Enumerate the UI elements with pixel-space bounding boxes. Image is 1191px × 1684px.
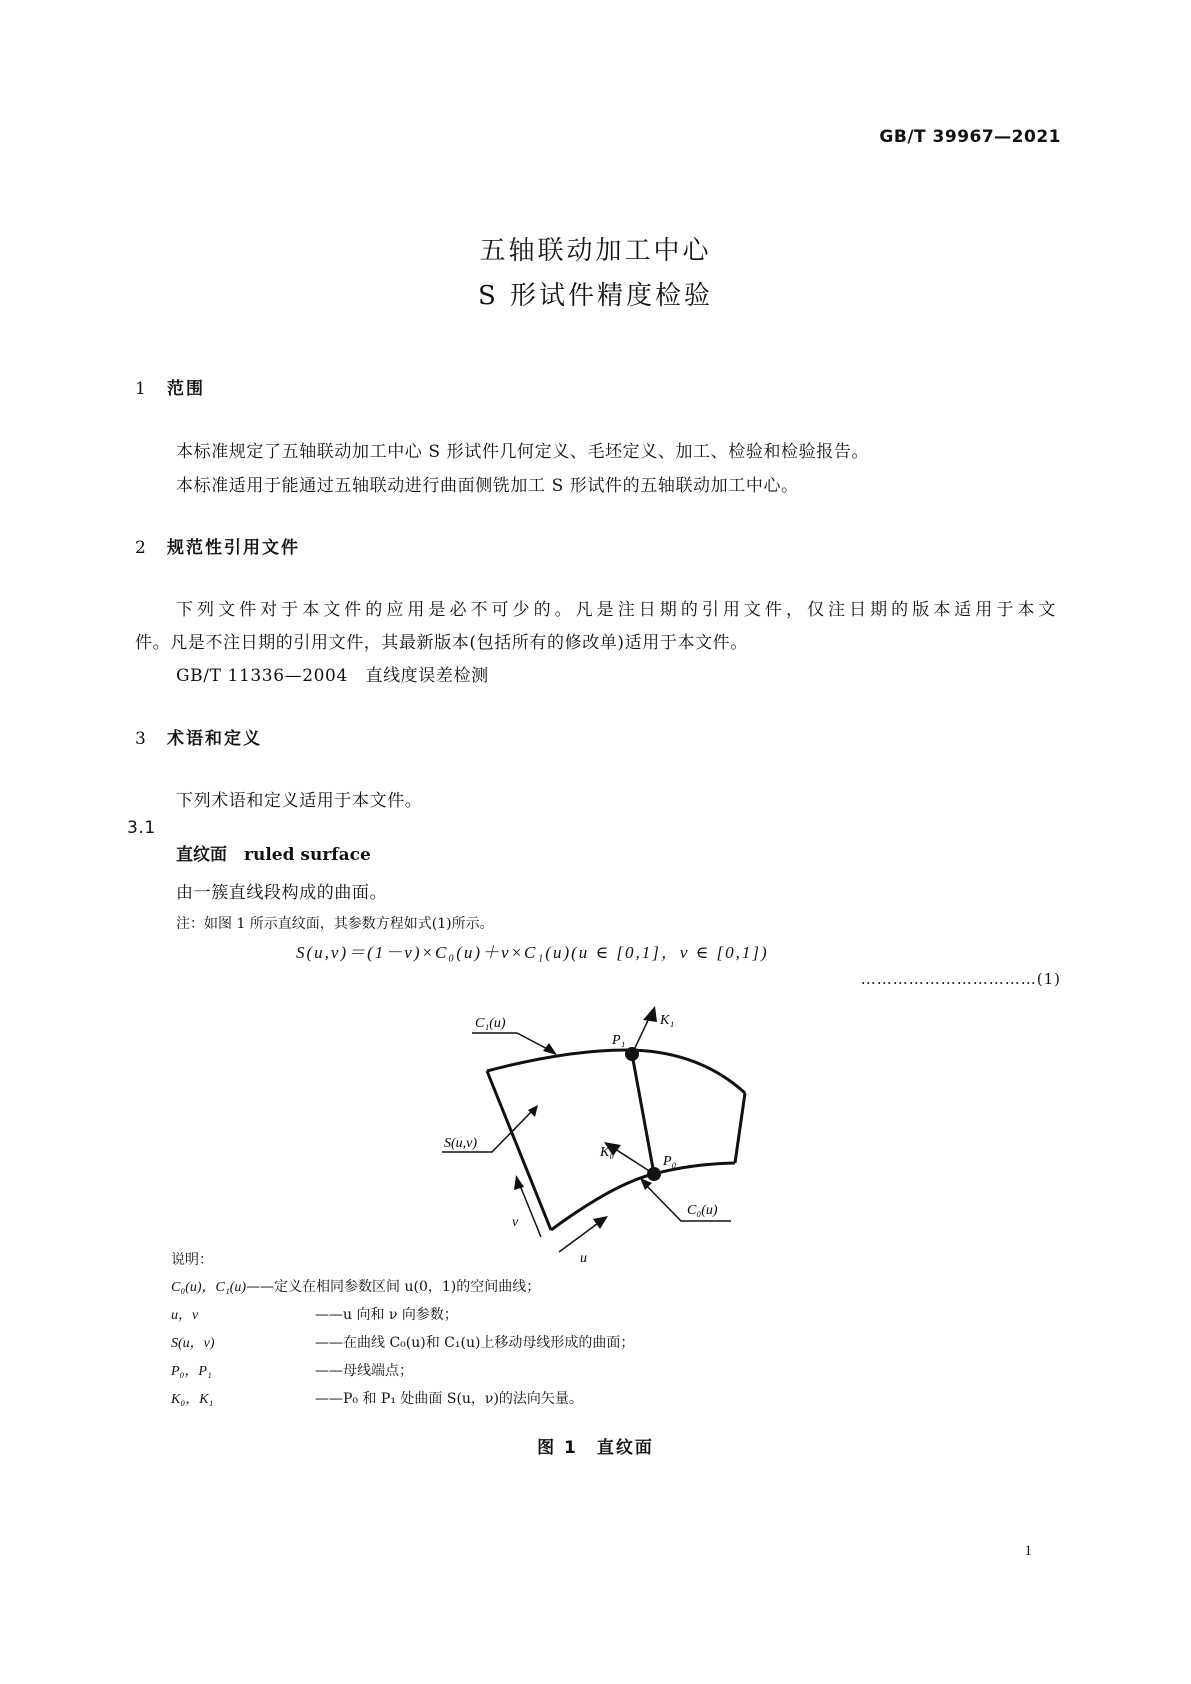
standard-number: GB/T 39967—2021: [879, 127, 1061, 147]
section-1-paragraph: 本标准适用于能通过五轴联动进行曲面侧铣加工 S 形试件的五轴联动加工中心。: [176, 476, 799, 496]
section-2-paragraph-line2: 件。凡是不注日期的引用文件，其最新版本(包括所有的修改单)适用于本文件。: [135, 633, 748, 653]
legend-description: ——母线端点；: [315, 1363, 413, 1379]
curve-c0: [551, 1163, 735, 1230]
legend-title: 说明：: [171, 1252, 213, 1268]
section-title: 术语和定义: [167, 729, 262, 749]
leader-c1: [472, 1033, 555, 1053]
section-3-intro: 下列术语和定义适用于本文件。: [176, 791, 423, 811]
curve-c1: [487, 1050, 745, 1093]
document-title-line2: S 形试件精度检验: [477, 281, 714, 311]
legend-symbol: K₀，K₁: [171, 1392, 214, 1407]
legend-description: ——P₀ 和 P₁ 处曲面 S(u，ν)的法向矢量。: [315, 1391, 583, 1407]
surface-left-edge: [487, 1071, 551, 1230]
term-title: 直纹面 ruled surface: [176, 845, 371, 865]
section-title: 规范性引用文件: [167, 538, 300, 558]
legend-symbol: S(u，ν): [171, 1336, 215, 1351]
arrowhead-u: [593, 1216, 608, 1229]
term-definition: 由一簇直线段构成的曲面。: [176, 883, 388, 903]
document-title-line1: 五轴联动加工中心: [479, 236, 712, 266]
legend-symbol: C₀(u)，C₁(u): [171, 1280, 247, 1295]
label-p1: P₁: [612, 1033, 626, 1048]
subsection-number: 3.1: [127, 818, 156, 838]
surface-right-edge: [735, 1093, 745, 1163]
section-1-paragraph: 本标准规定了五轴联动加工中心 S 形试件几何定义、毛坯定义、加工、检验和检验报告。: [176, 442, 870, 462]
legend-row: [171, 1304, 458, 1324]
term-note: 注：如图 1 所示直纹面，其参数方程如式(1)所示。: [176, 916, 494, 932]
legend-description: ——定义在相同参数区间 u(0，1)的空间曲线；: [246, 1279, 541, 1295]
equation-number: ……………………………(1): [860, 970, 1061, 988]
legend-symbol: P₀，P₁: [171, 1364, 212, 1379]
legend-description: ——在曲线 C₀(u)和 C₁(u)上移动母线形成的曲面；: [315, 1335, 635, 1351]
label-k0: K₀: [600, 1145, 615, 1160]
normal-k0: [612, 1147, 654, 1174]
section-2-paragraph-line1: 下列文件对于本文件的应用是必不可少的。凡是注日期的引用文件，仅注日期的版本适用于本文: [176, 600, 1056, 620]
section-number: 1: [135, 379, 146, 399]
reference-item: GB/T 11336—2004 直线度误差检测: [176, 666, 489, 686]
label-p0: P₀: [663, 1154, 677, 1169]
label-c0: C₀(u): [687, 1203, 718, 1218]
legend-row: [171, 1332, 634, 1352]
section-number: 2: [135, 538, 146, 558]
section-title: 范围: [167, 379, 205, 399]
page-number: 1: [1024, 1543, 1032, 1559]
arrowhead-v: [514, 1175, 524, 1190]
label-k1: K₁: [660, 1013, 675, 1028]
label-s: S(u,ν): [444, 1136, 478, 1151]
generator-line: [632, 1054, 654, 1174]
u-direction-arrow: [559, 1221, 601, 1252]
arrowhead-s: [528, 1105, 538, 1117]
legend-row: [171, 1276, 540, 1296]
legend-row: [171, 1360, 413, 1380]
label-c1: C₁(u): [475, 1016, 506, 1031]
formula: S(u,ν)＝(1－ν)×C₀(u)＋ν×C₁(u)(u ∈ [0,1]，ν ∈ [0,1]): [296, 943, 769, 962]
legend-symbol: u，ν: [171, 1308, 199, 1323]
v-direction-arrow: [519, 1183, 541, 1237]
legend-description: ——u 向和 ν 向参数；: [315, 1307, 458, 1323]
legend-row: [171, 1388, 583, 1408]
figure-caption: 图 1 直纹面: [537, 1438, 654, 1458]
label-u: u: [580, 1251, 587, 1266]
label-v: ν: [512, 1215, 519, 1230]
arrowhead-k1: [643, 1006, 657, 1022]
arrowhead-c1: [543, 1043, 557, 1055]
section-number: 3: [135, 729, 146, 749]
